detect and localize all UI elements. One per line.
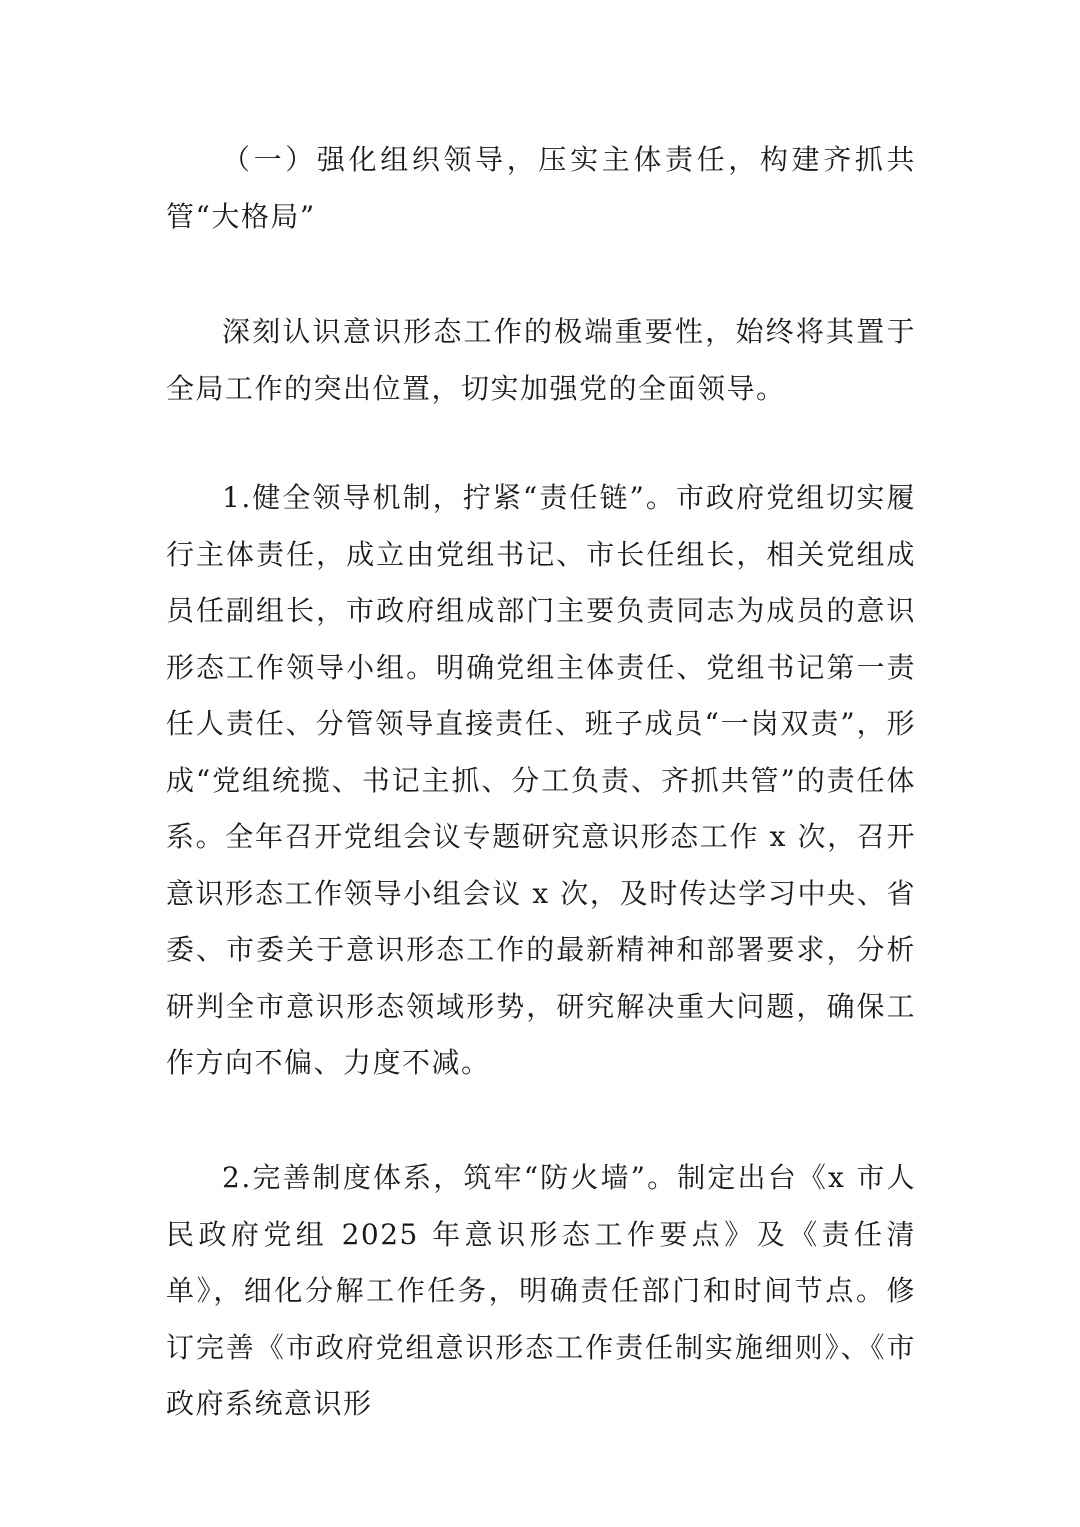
section-heading: （一）强化组织领导，压实主体责任，构建齐抓共管“大格局” [166,143,916,233]
item-2-paragraph: 2.完善制度体系，筑牢“防火墙”。制定出台《x 市人民政府党组 2025 年意识形态工作要点》及《责任清单》，细化分解工作任务，明确责任部门和时间节点。修订完善《市政府党组意识形态工作责任制实施细则》、《市政府系统意识形 [166,1161,916,1420]
intro-paragraph: 深刻认识意识形态工作的极端重要性，始终将其置于全局工作的突出位置，切实加强党的全面领导。 [166,315,916,405]
item-1-paragraph: 1.健全领导机制，拧紧“责任链”。市政府党组切实履行主体责任，成立由党组书记、市长任组长，相关党组成员任副组长，市政府组成部门主要负责同志为成员的意识形态工作领导小组。明确党组主体责任、党组书记第一责任人责任、分管领导直接责任、班子成员“一岗双责”，形成“党组统揽、书记主抓、分工负责、齐抓共管”的责任体系。全年召开党组会议专题研究意识形态工作 x 次，召开意识形态工作领导小组会议 x 次，及时传达学习中央、省委、市委关于意识形态工作的最新精神和部署要求，分析研判全市意识形态领域形势，研究解决重大问题，确保工作方向不偏、力度不减。 [166,481,916,1079]
